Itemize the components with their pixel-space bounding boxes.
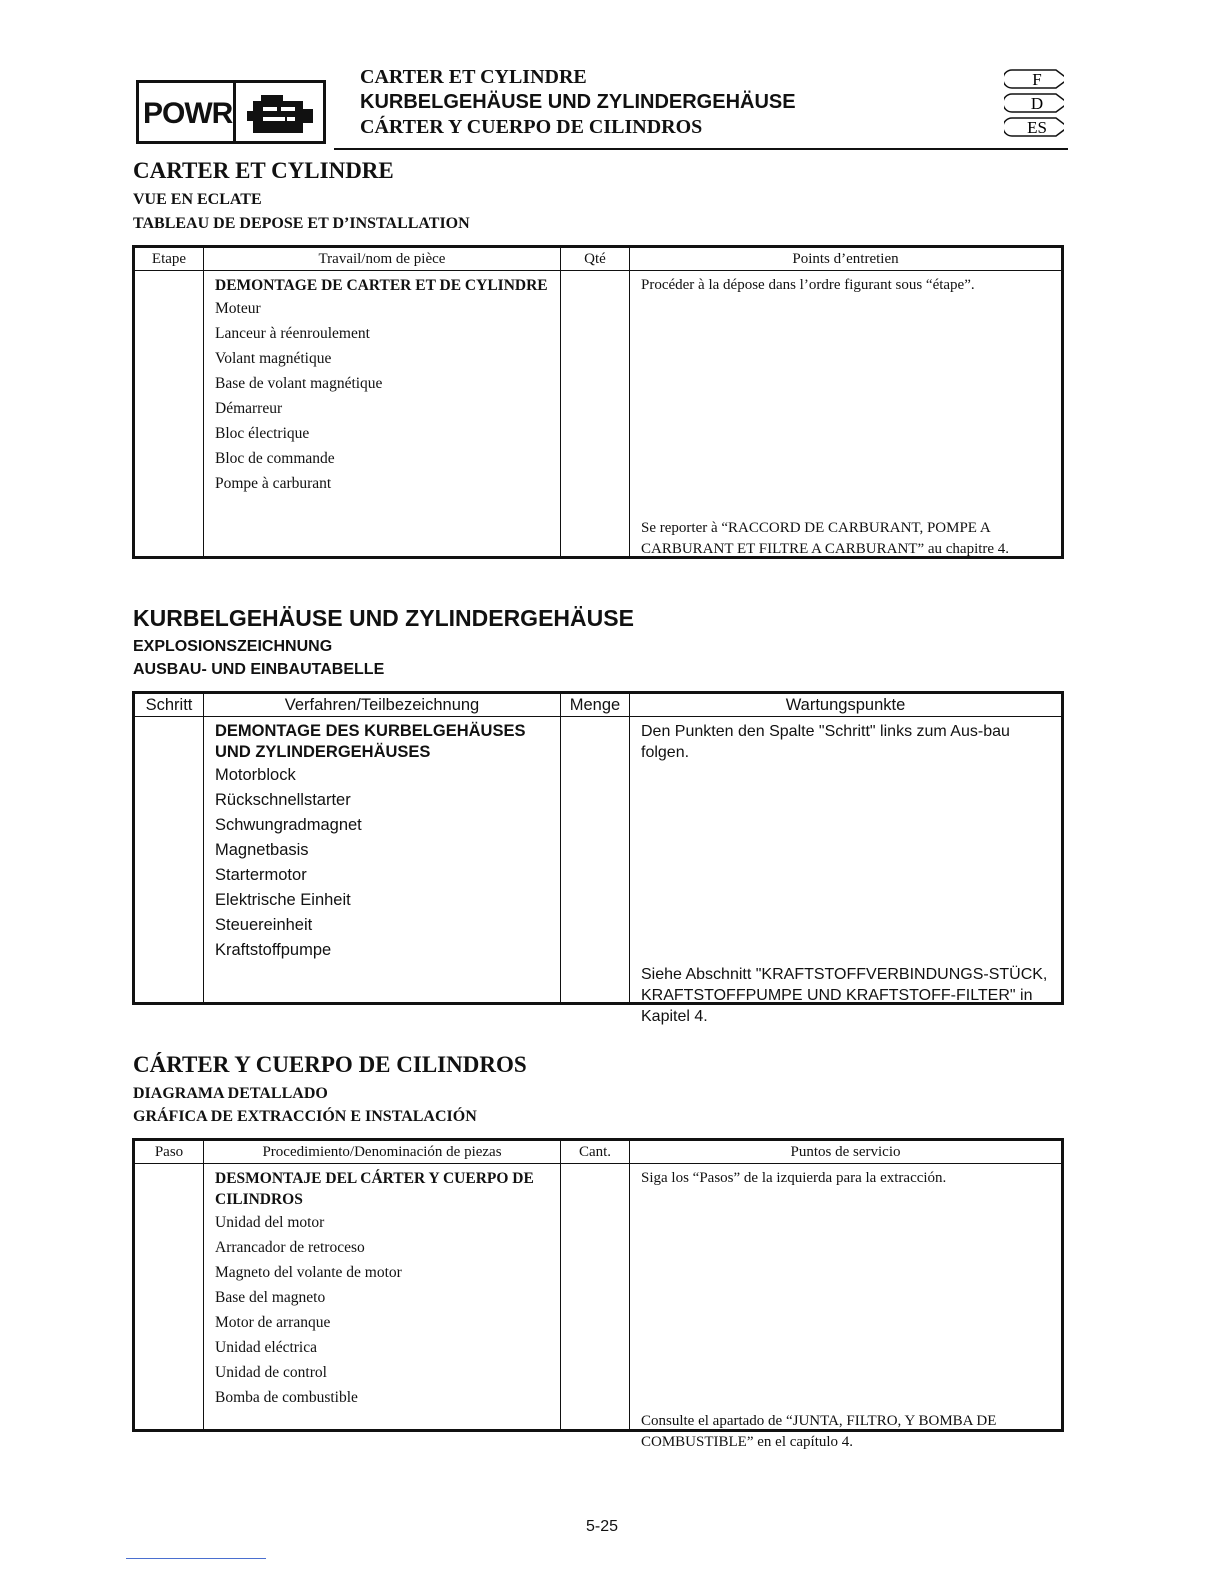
section-title-fr: CARTER ET CYLINDRE <box>133 158 394 183</box>
column-header: Travail/nom de pièce <box>204 247 561 271</box>
engine-icon <box>247 91 317 137</box>
logo-divider <box>233 83 236 141</box>
note-text: Den Punkten den Spalte "Schritt" links zum Aus-bau folgen. <box>641 723 1010 761</box>
items-cell <box>204 271 561 558</box>
column-header: Points d’entretien <box>630 247 1063 271</box>
subtitle-es-2: GRÁFICA DE EXTRACCIÓN E INSTALACIÓN <box>133 1108 477 1125</box>
column-header: Wartungspunkte <box>630 693 1063 717</box>
language-tag-label: ES <box>1027 118 1047 137</box>
header-title-es: CÁRTER Y CUERPO DE CILINDROS <box>360 116 703 138</box>
list-item: Démarreur <box>215 400 283 417</box>
note-text: Consulte el apartado de “JUNTA, FILTRO, Y BOMBA DE COMBUSTIBLE” en el capítulo 4. <box>641 1413 997 1450</box>
list-item: Motor de arranque <box>215 1314 331 1331</box>
list-item: Unidad de control <box>215 1364 327 1381</box>
heading-item: DEMONTAGE DE CARTER ET DE CYLINDRE <box>215 277 548 294</box>
column-header: Verfahren/Teilbezeichnung <box>204 693 561 717</box>
column-header: Qté <box>561 247 630 271</box>
list-item: Magnetbasis <box>215 841 309 859</box>
note-text: Siehe Abschnitt "KRAFTSTOFFVERBINDUNGS-STÜCK, KRAFTSTOFFPUMPE UND KRAFTSTOFF-FILTER" in Kapitel 4. <box>641 966 1048 1025</box>
list-item: Pompe à carburant <box>215 475 332 492</box>
column-header: Menge <box>561 693 630 717</box>
items-cell <box>204 1164 561 1431</box>
language-tag-d <box>1004 92 1064 114</box>
notes-cell <box>630 271 1063 558</box>
subtitle-de-2: AUSBAU- UND EINBAUTABELLE <box>133 661 385 678</box>
notes-cell <box>630 717 1063 1025</box>
list-item: Rückschnellstarter <box>215 791 351 809</box>
qty-cell <box>561 271 630 558</box>
subtitle-fr-1: VUE EN ECLATE <box>133 191 262 208</box>
note-text: Procéder à la dépose dans l’ordre figurant sous “étape”. <box>641 277 975 293</box>
list-item: Steuereinheit <box>215 916 313 934</box>
list-item: Base del magneto <box>215 1289 326 1306</box>
heading-item: DEMONTAGE DES KURBELGEHÄUSES UND ZYLINDERGEHÄUSES <box>215 722 526 761</box>
list-item: Kraftstoffpumpe <box>215 941 332 959</box>
list-item: Schwungradmagnet <box>215 816 362 834</box>
language-tag-label: D <box>1030 94 1044 113</box>
subtitle-es-1: DIAGRAMA DETALLADO <box>133 1085 328 1102</box>
list-item: Motorblock <box>215 766 296 784</box>
section-logo <box>136 80 326 144</box>
column-header: Procedimiento/Denominación de piezas <box>204 1140 561 1164</box>
list-item: Lanceur à réenroulement <box>215 325 370 342</box>
heading-item: DESMONTAJE DEL CÁRTER Y CUERPO DE CILINDROS <box>215 1170 534 1208</box>
list-item: Startermotor <box>215 866 307 884</box>
list-item: Volant magnétique <box>215 350 332 367</box>
qty-cell <box>561 717 630 1004</box>
header-rule <box>334 148 1068 150</box>
header-title-fr: CARTER ET CYLINDRE <box>360 66 587 88</box>
column-header: Etape <box>134 247 204 271</box>
list-item: Elektrische Einheit <box>215 891 351 909</box>
column-header: Schritt <box>134 693 204 717</box>
column-header: Puntos de servicio <box>630 1140 1063 1164</box>
list-item: Bloc de commande <box>215 450 335 467</box>
logo-text: POWR <box>143 97 233 130</box>
list-item: Unidad del motor <box>215 1214 325 1231</box>
section-title-de: KURBELGEHÄUSE UND ZYLINDERGEHÄUSE <box>133 605 634 631</box>
language-tag-f <box>1004 68 1064 90</box>
items-cell <box>204 717 561 1004</box>
qty-cell <box>561 1164 630 1431</box>
list-item: Base de volant magnétique <box>215 375 383 392</box>
list-item: Arrancador de retroceso <box>215 1239 365 1256</box>
note-text: Se reporter à “RACCORD DE CARBURANT, POMPE A CARBURANT ET FILTRE A CARBURANT” au chapitre 4. <box>641 520 1010 557</box>
step-cell <box>134 1164 204 1431</box>
column-header: Cant. <box>561 1140 630 1164</box>
list-item: Moteur <box>215 300 261 317</box>
section-title-es: CÁRTER Y CUERPO DE CILINDROS <box>133 1052 527 1077</box>
list-item: Bomba de combustible <box>215 1389 358 1406</box>
procedure-table-es <box>132 1138 1064 1450</box>
column-header: Paso <box>134 1140 204 1164</box>
list-item: Magneto del volante de motor <box>215 1264 402 1281</box>
language-tag-es <box>1004 116 1064 138</box>
step-cell <box>134 717 204 1004</box>
page-number: 5-25 <box>586 1518 619 1535</box>
note-text: Siga los “Pasos” de la izquierda para la extracción. <box>641 1170 947 1186</box>
header-title-de: KURBELGEHÄUSE UND ZYLINDERGEHÄUSE <box>360 91 796 113</box>
procedure-table-de <box>132 691 1064 1025</box>
footer-link-line <box>126 1558 266 1559</box>
procedure-table-fr <box>132 245 1064 559</box>
step-cell <box>134 271 204 558</box>
notes-cell <box>630 1164 1063 1450</box>
subtitle-fr-2: TABLEAU DE DEPOSE ET D’INSTALLATION <box>133 215 470 232</box>
language-tag-label: F <box>1032 70 1042 89</box>
list-item: Unidad eléctrica <box>215 1339 317 1356</box>
list-item: Bloc électrique <box>215 425 310 442</box>
subtitle-de-1: EXPLOSIONSZEICHNUNG <box>133 638 333 655</box>
